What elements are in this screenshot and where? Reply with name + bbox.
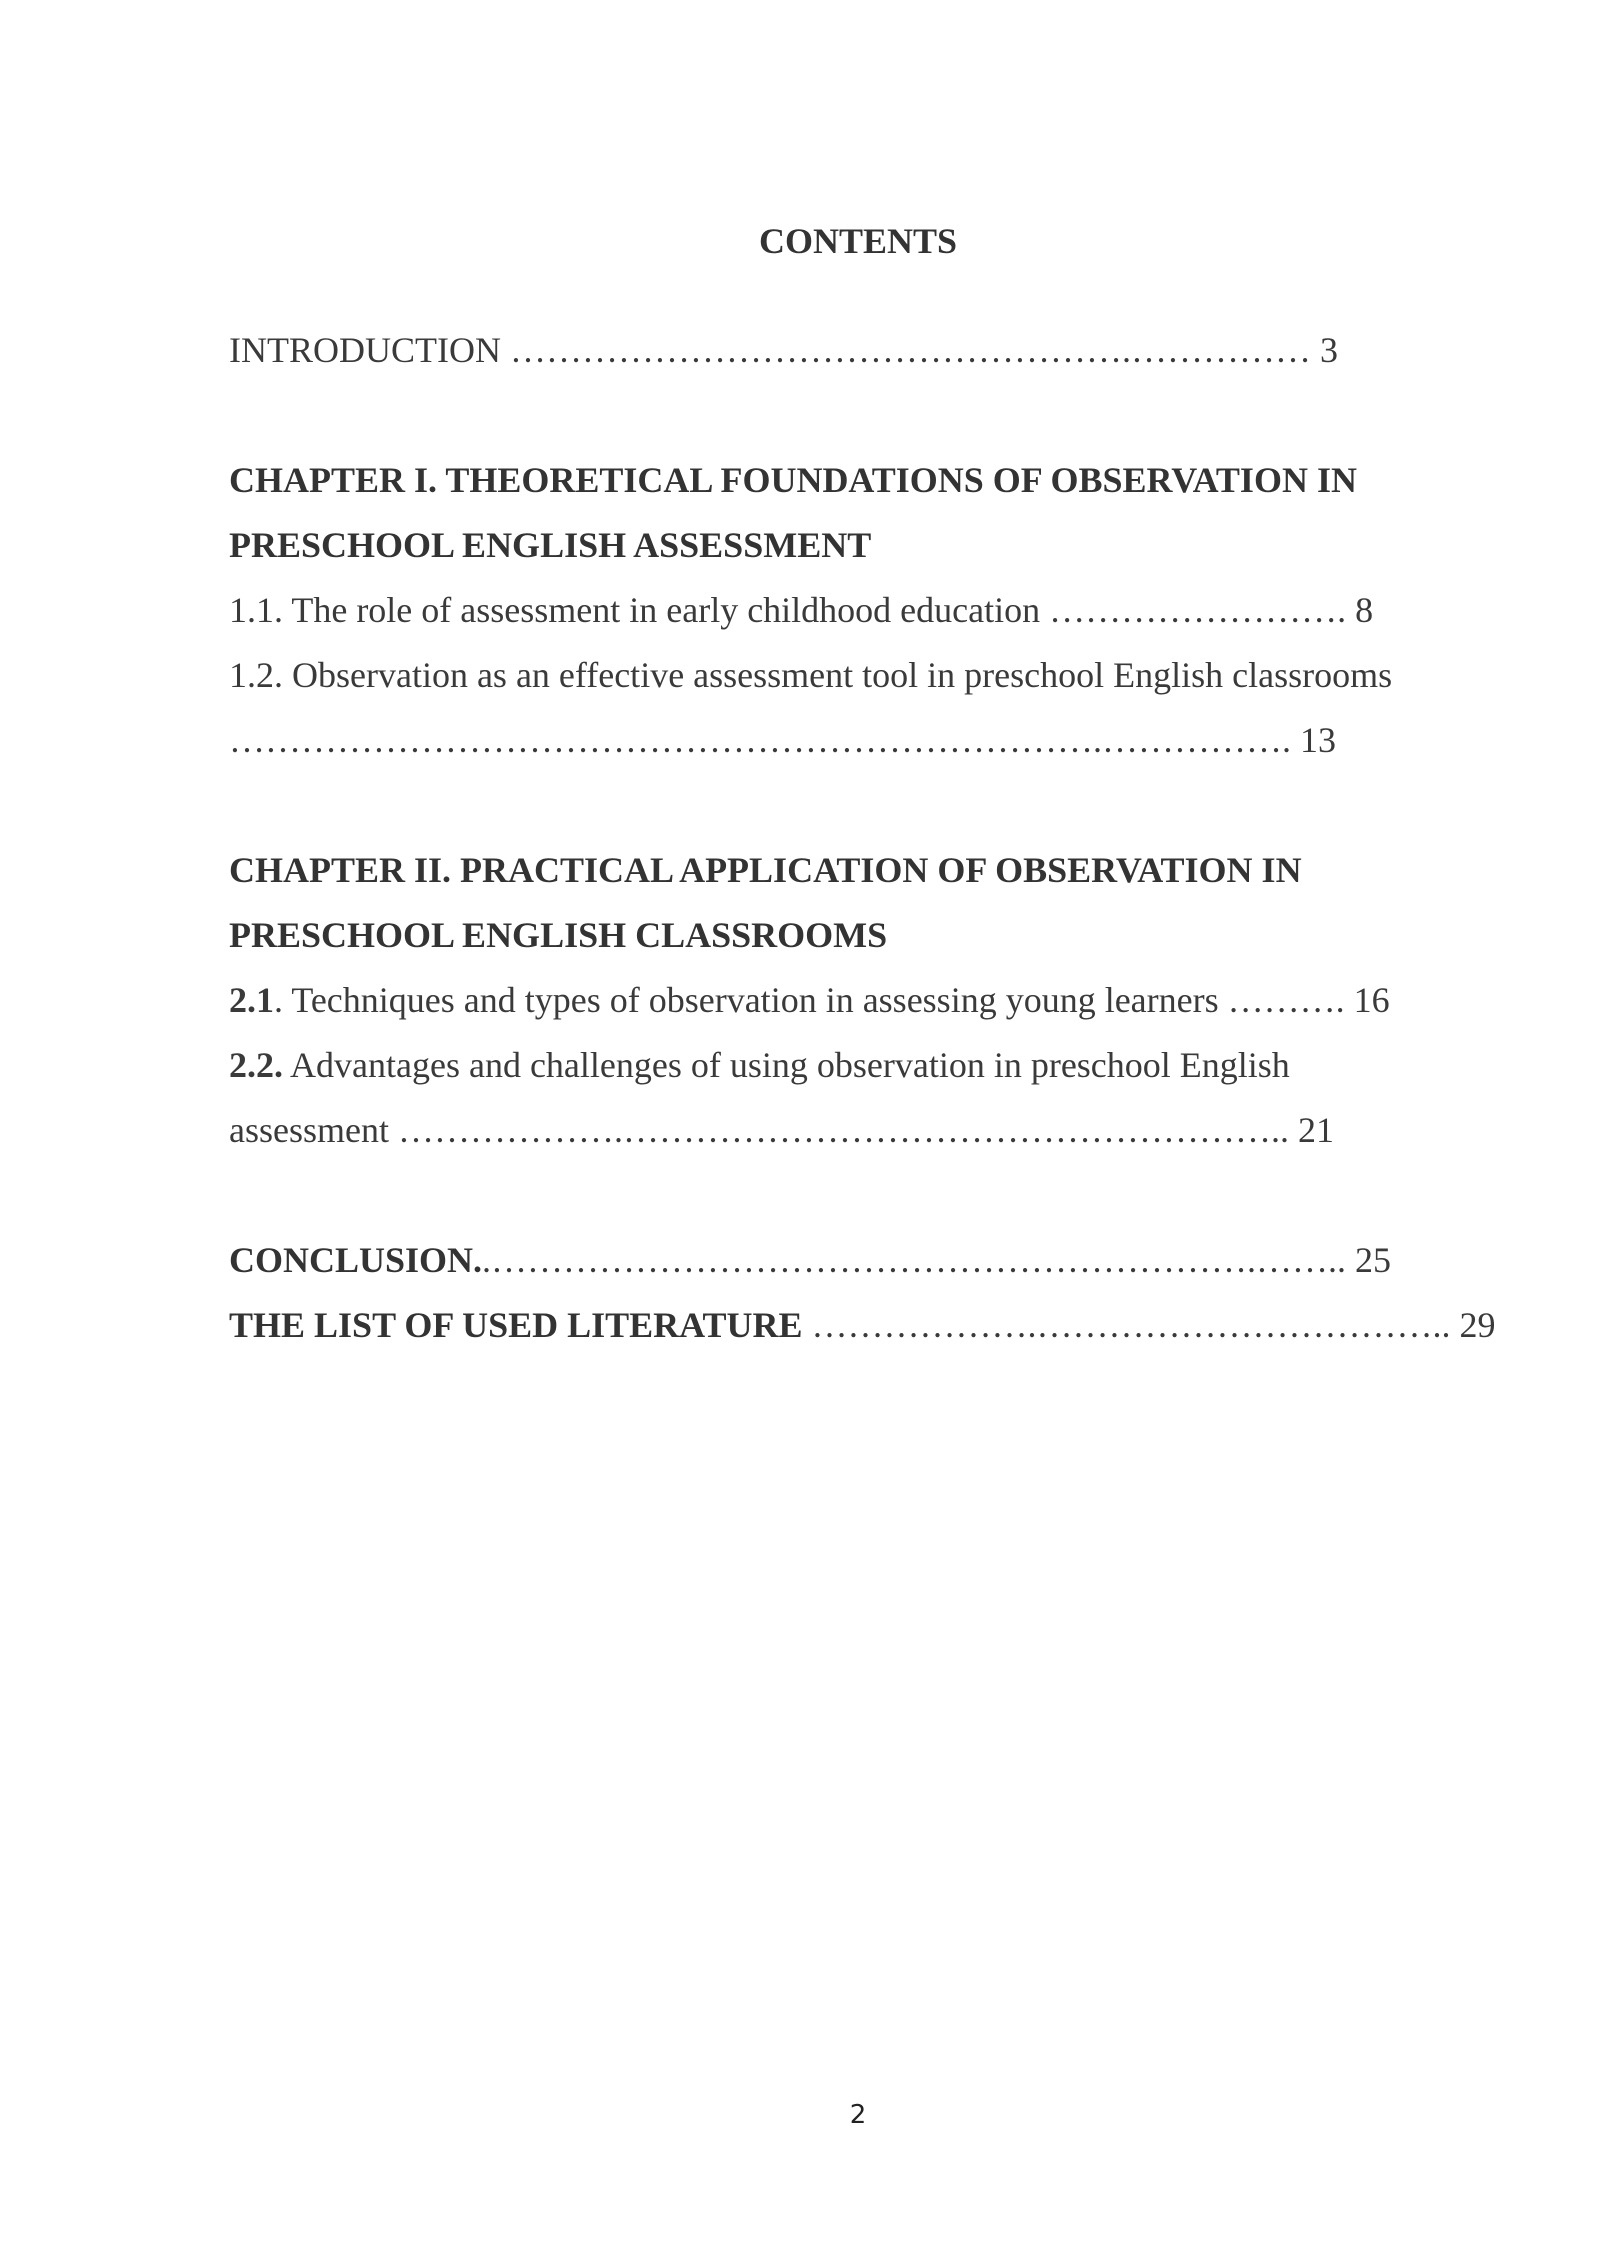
toc-entry-2-2-text: Advantages and challenges of using observation in preschool English bbox=[283, 1045, 1290, 1085]
toc-entry-literature bbox=[229, 1303, 1496, 1347]
toc-entry-2-1-number: 2.1 bbox=[229, 980, 274, 1020]
toc-entry-introduction: INTRODUCTION …………………………………………….…………… 3 bbox=[229, 330, 1338, 370]
toc-entry-1-1: 1.1. The role of assessment in early childhood education ……………………. 8 bbox=[229, 590, 1374, 630]
chapter-1-heading-line-2: PRESCHOOL ENGLISH ASSESSMENT bbox=[229, 525, 872, 565]
toc-entry-2-2-number: 2.2. bbox=[229, 1045, 283, 1085]
toc-entry-2-2-line-1 bbox=[229, 1043, 1290, 1087]
toc-entry-2-2-line-2: assessment ……………….……………………………………………….. 21 bbox=[229, 1110, 1334, 1150]
toc-entry-conclusion-label: CONCLUSION. bbox=[229, 1240, 483, 1280]
chapter-2-heading-line-2: PRESCHOOL ENGLISH CLASSROOMS bbox=[229, 915, 888, 955]
toc-entry-2-1 bbox=[229, 978, 1390, 1022]
contents-title: CONTENTS bbox=[758, 221, 958, 261]
chapter-1-heading-line-1: CHAPTER I. THEORETICAL FOUNDATIONS OF OBSERVATION IN bbox=[229, 460, 1357, 500]
toc-entry-2-1-text: . Techniques and types of observation in assessing young learners ………. 16 bbox=[274, 980, 1390, 1020]
toc-entry-conclusion bbox=[229, 1238, 1391, 1282]
toc-entry-literature-label: THE LIST OF USED LITERATURE bbox=[229, 1305, 803, 1345]
toc-entry-1-2-line-2: ……………………………………………………………….……………. 13 bbox=[229, 720, 1336, 760]
toc-entry-conclusion-dots: .……………………………………………………….…….. 25 bbox=[482, 1240, 1392, 1280]
toc-entry-literature-dots: ……………….…………………………….. 29 bbox=[802, 1305, 1496, 1345]
chapter-2-heading-line-1: CHAPTER II. PRACTICAL APPLICATION OF OBSERVATION IN bbox=[229, 850, 1302, 890]
page-number: 2 bbox=[849, 2100, 867, 2130]
toc-entry-1-2-line-1: 1.2. Observation as an effective assessment tool in preschool English classrooms bbox=[229, 655, 1393, 695]
